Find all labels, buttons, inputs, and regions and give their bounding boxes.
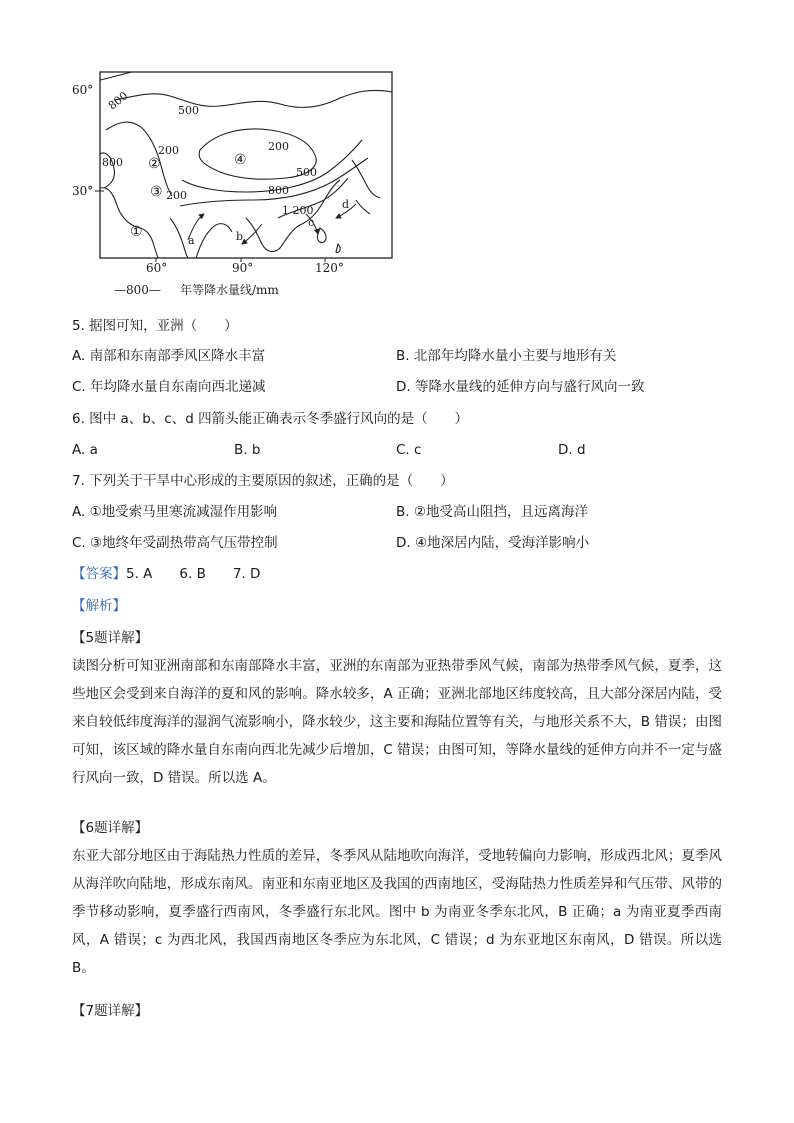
lon-label-120: 120° <box>315 261 344 275</box>
legend-symbol: —800— <box>114 283 161 297</box>
analysis-label: 【解析】 <box>72 598 126 614</box>
q7-option-a: A. ①地受索马里寒流减湿作用影响 <box>72 504 278 520</box>
region-3: ③ <box>150 184 163 200</box>
isohyet-label-500-e: 500 <box>296 166 317 179</box>
region-2: ② <box>148 156 161 172</box>
answer-line <box>72 564 260 584</box>
lat-label-60: 60° <box>72 83 94 97</box>
isohyet-label-500-n: 500 <box>178 104 199 117</box>
detail-6-heading: 【6题详解】 <box>72 820 149 836</box>
detail-7-heading: 【7题详解】 <box>72 1003 149 1019</box>
answer-text: 5. A 6. B 7. D <box>126 566 261 582</box>
answer-label: 【答案】 <box>72 566 126 582</box>
detail-5-body: 读图分析可知亚洲南部和东南部降水丰富，亚洲的东南部为亚热带季风气候，南部为热带季风气候，夏季，这些地区会受到来自海洋的夏和风的影响。降水较多，A 正确；亚洲北部地区纬度较高，且大部分深居内陆，受来自较低纬度海洋的湿润气流影响小，降水较少，这主要和海陆位置等有关，与地形关系不大，B 错误；由图可知，该区域的降水量自东南向西北先减少后增加，C 错误；由图可知，等降水量线的延伸方向并不一定与盛行风向一致，D 错误。所以选 A。 <box>72 658 722 786</box>
q7-option-b: B. ②地受高山阻挡，且远离海洋 <box>396 504 588 520</box>
isohyet-label-800-w: 800 <box>102 156 123 169</box>
lon-label-60: 60° <box>146 261 168 275</box>
isohyet-label-200-sw: 200 <box>166 189 187 202</box>
isohyet-label-800-nw: 800 <box>105 89 131 113</box>
q7-stem: 7. 下列关于干旱中心形成的主要原因的叙述，正确的是（ ） <box>72 473 454 489</box>
lon-label-90: 90° <box>232 261 254 275</box>
q5-option-b: B. 北部年均降水量小主要与地形有关 <box>396 348 617 364</box>
q5-option-c: C. 年均降水量自东南向西北递减 <box>72 379 266 395</box>
region-4: ④ <box>234 152 247 168</box>
q5-option-a: A. 南部和东南部季风区降水丰富 <box>72 348 266 364</box>
arrow-c-label: c <box>308 216 315 229</box>
arrow-d-label: d <box>342 198 350 211</box>
q6-option-c: C. c <box>396 442 422 458</box>
coastline-india <box>170 218 232 258</box>
isohyet-label-200-c: 200 <box>268 140 289 153</box>
isohyet-label-1200: 1 200 <box>282 204 314 217</box>
coastline-japan <box>352 160 380 214</box>
q5-stem: 5. 据图可知，亚洲（ ） <box>72 318 238 334</box>
q6-option-d: D. d <box>558 442 586 458</box>
q7-option-c: C. ③地终年受副热带高气压带控制 <box>72 535 278 551</box>
q7-option-d: D. ④地深居内陆，受海洋影响小 <box>396 535 590 551</box>
q6-stem: 6. 图中 a、b、c、d 四箭头能正确表示冬季盛行风向的是（ ） <box>72 411 469 427</box>
isohyet-800-east <box>180 158 368 206</box>
q5-option-d: D. 等降水量线的延伸方向与盛行风向一致 <box>396 379 645 395</box>
region-1: ① <box>130 224 143 240</box>
detail-5-heading: 【5题详解】 <box>72 630 149 646</box>
q6-option-b: B. b <box>234 442 261 458</box>
arrow-b <box>242 224 262 244</box>
legend-text: 年等降水量线/mm <box>180 283 279 297</box>
q6-option-a: A. a <box>72 442 98 458</box>
isohyet-label-200-w: 200 <box>158 144 179 157</box>
asia-precipitation-map <box>70 68 400 300</box>
coastline-islands <box>317 228 340 252</box>
detail-6-body: 东亚大部分地区由于海陆热力性质的差异，冬季风从陆地吹向海洋，受地转偏向力影响，形成西北风；夏季风从海洋吹向陆地，形成东南风。南亚和东南亚地区及我国的西南地区，受海陆热力性质差异和气压带、风带的季节移动影响，夏季盛行西南风，冬季盛行东北风。图中 b 为南亚冬季东北风，B 正确；a 为南亚夏季西南风，A 错误；c 为西北风，我国西南地区冬季应为东北风，C 错误；d 为东亚地区东南风，D 错误。所以选 B。 <box>72 848 722 976</box>
arrow-a-label: a <box>188 234 195 247</box>
lat-label-30: 30° <box>72 184 94 198</box>
arrow-b-label: b <box>236 230 244 243</box>
isohyet-800-north <box>100 72 132 80</box>
isohyet-500-north <box>114 90 392 107</box>
isohyet-label-800-e: 800 <box>268 184 289 197</box>
